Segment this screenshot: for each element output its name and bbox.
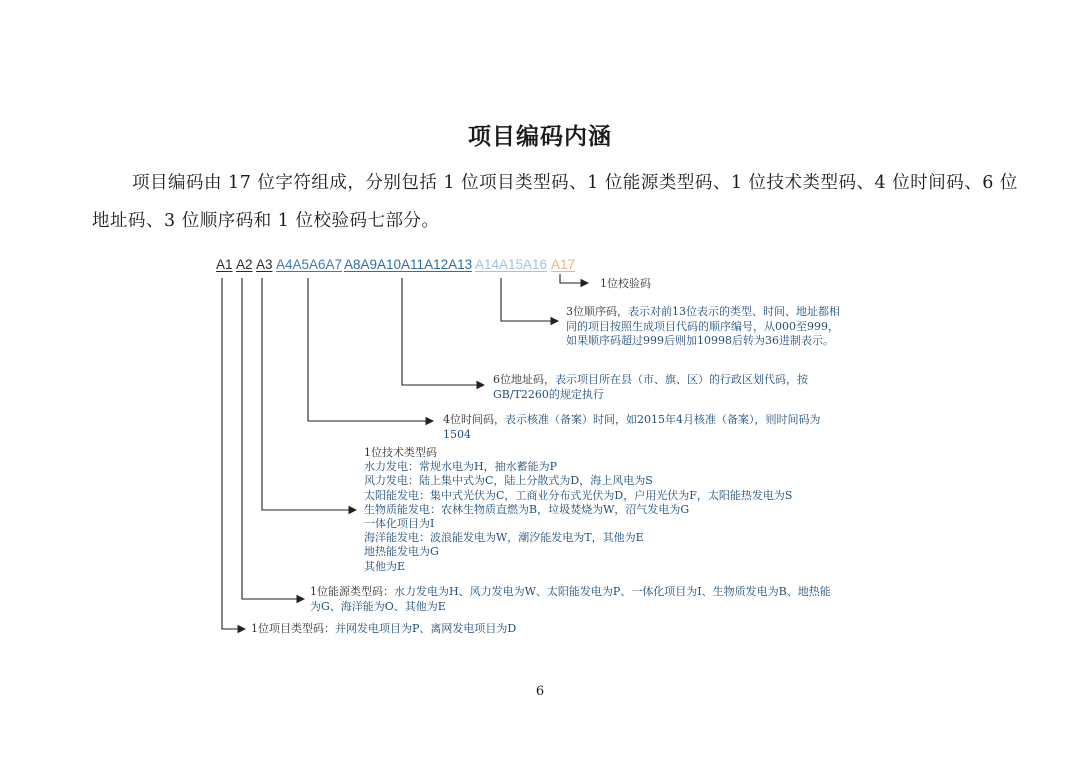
tech-line: 海洋能发电：波浪能发电为W，潮汐能发电为T，其他为E	[364, 531, 644, 545]
note-time-label: 4位时间码	[443, 413, 494, 426]
tech-line: 其他为E	[364, 559, 406, 573]
note-tech	[364, 446, 792, 574]
note-sequence-text: ，表示对前13位表示的类型、时间、地址都相同的项目按照生成项目代码的顺序编号，从000至999，如果顺序码超过999后则加10998后转为36进制表示。	[566, 305, 840, 347]
note-sequence-label: 3位顺序码	[566, 305, 617, 318]
code-a1: A1	[216, 257, 233, 272]
note-check	[600, 277, 651, 292]
note-type-label: 1位项目类型码	[251, 622, 324, 635]
note-energy-text: ：水力发电为H、风力发电为W、太阳能发电为P、一体化项目为I、生物质发电为B、地热能为G、海洋能为O、其他为E	[310, 585, 831, 613]
code-sequence: A14A15A16	[475, 257, 548, 272]
code-check: A17	[551, 257, 576, 272]
note-address	[493, 373, 838, 402]
tech-line: 太阳能发电：集中式光伏为C，工商业分布式光伏为D，户用光伏为F，太阳能热发电为S	[364, 488, 793, 502]
note-type	[251, 622, 516, 637]
arrow-tech	[262, 278, 356, 510]
note-energy	[310, 585, 840, 614]
note-time-text: ，表示核准（备案）时间，如2015年4月核准（备案），则时间码为1504	[443, 413, 821, 441]
arrow-energy	[242, 278, 304, 599]
tech-line: 地热能发电为G	[364, 545, 439, 559]
page-number: 6	[535, 684, 545, 699]
code-address: A8A9A10A11A12A13	[344, 257, 473, 272]
page-title: 项目编码内涵	[468, 124, 612, 150]
note-type-text: ：并网发电项目为P、离网发电项目为D	[324, 622, 517, 635]
code-a3: A3	[256, 257, 273, 272]
note-address-text: ，表示项目所在县（市、旗、区）的行政区划代码，按GB/T2260的规定执行	[493, 373, 808, 401]
note-check-label: 1位校验码	[600, 277, 651, 290]
arrow-sequence	[501, 278, 558, 321]
tech-line: 风力发电：陆上集中式为C，陆上分散式为D，海上风电为S	[364, 474, 653, 488]
note-address-label: 6位地址码	[493, 373, 544, 386]
note-time	[443, 413, 838, 442]
tech-line: 生物质能发电：农林生物质直燃为B，垃圾焚烧为W，沼气发电为G	[364, 502, 690, 516]
arrow-check	[560, 274, 588, 283]
intro-paragraph: 项目编码由 17 位字符组成，分别包括 1 位项目类型码、1 位能源类型码、1 位技术类型码、4 位时间码、6 位地址码、3 位顺序码和 1 位校验码七部分。	[92, 173, 1018, 231]
arrow-address	[402, 278, 484, 385]
tech-line: 一体化项目为I	[364, 517, 435, 531]
arrow-time	[308, 278, 433, 421]
note-energy-label: 1位能源类型码	[310, 585, 383, 598]
note-tech-label: 1位技术类型码	[364, 446, 437, 459]
code-time: A4A5A6A7	[276, 257, 343, 272]
note-sequence	[566, 305, 841, 349]
code-a2: A2	[236, 257, 253, 272]
tech-line: 水力发电：常规水电为H，抽水蓄能为P	[364, 460, 557, 474]
